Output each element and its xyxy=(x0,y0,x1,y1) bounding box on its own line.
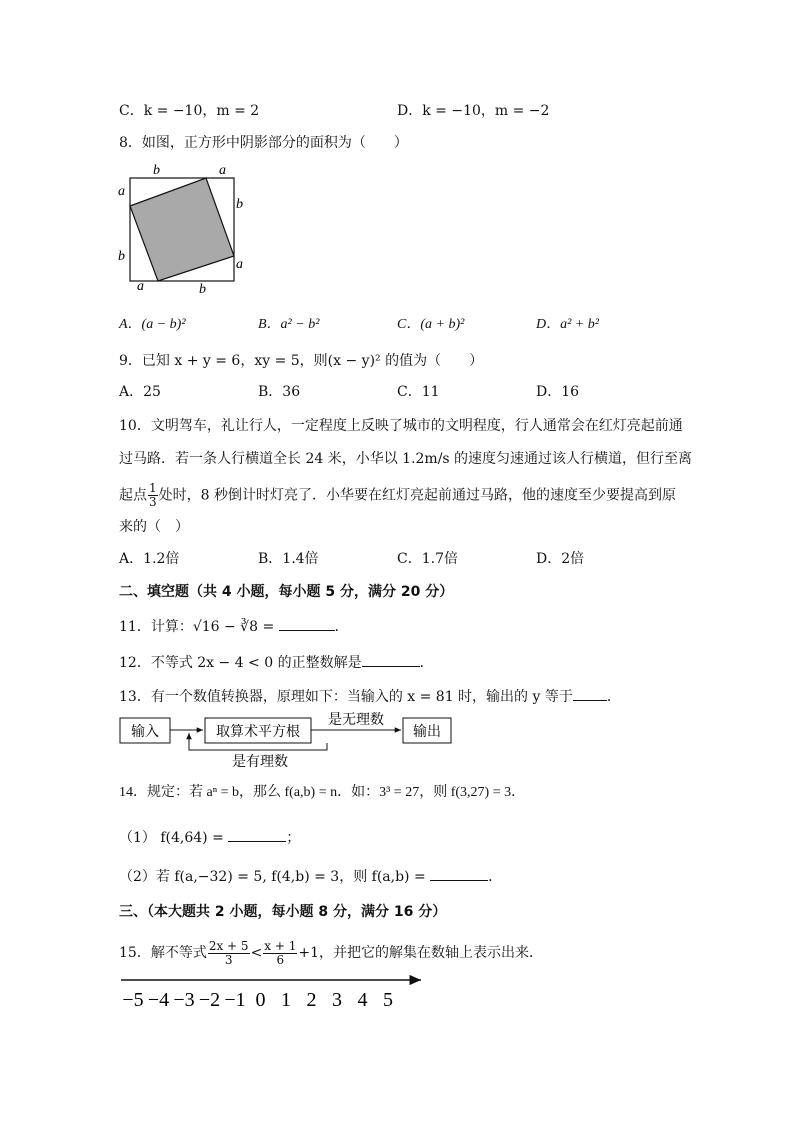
q14-part-2-text: （2）若 f(a,−32) = 5, f(4,b) = 3，则 f(a,b) = xyxy=(119,869,431,885)
q7-option-d: D．k = −10，m = −2 xyxy=(397,103,550,119)
q10-option-b: B．1.4倍 xyxy=(258,551,319,567)
q15-fraction-2 xyxy=(263,940,297,967)
q10-line-3 xyxy=(119,482,676,509)
q14-part-2-blank[interactable] xyxy=(430,866,488,881)
q15-fraction-1-numerator: 2x + 5 xyxy=(208,938,249,953)
q12-answer-blank[interactable] xyxy=(362,652,420,667)
q15-stem xyxy=(119,939,543,967)
q9-option-c: C．11 xyxy=(397,384,440,400)
q12-text: 12．不等式 2x − 4 < 0 的正整数解是 xyxy=(119,655,362,671)
q15-tick-label: −4 xyxy=(147,989,170,1011)
q11-answer-blank[interactable] xyxy=(279,616,335,631)
q10-fraction-denominator: 3 xyxy=(149,495,157,509)
q13-output-label: 输出 xyxy=(413,725,441,740)
q9-option-b: B．36 xyxy=(258,384,301,400)
q8-shaded-square xyxy=(130,178,234,281)
q13-answer-blank[interactable] xyxy=(573,686,607,701)
q15-tick-label: 0 xyxy=(255,989,266,1011)
q10-option-d: D．2倍 xyxy=(536,551,585,567)
q8-option-c: C．(a + b)² xyxy=(397,317,465,332)
q15-fraction-1-denominator: 3 xyxy=(224,952,233,967)
q13-sqrt-label: 取算术平方根 xyxy=(216,725,300,740)
section-3-title: 三、（本大题共 2 小题，每小题 8 分，满分 16 分） xyxy=(119,904,447,920)
q15-number-line xyxy=(115,970,435,1014)
q8-option-a: A．(a − b)² xyxy=(119,317,186,332)
q9-option-a: A．25 xyxy=(119,384,161,400)
q10-line-3-prefix: 起点 xyxy=(119,487,147,504)
q8-label-b-right: b xyxy=(236,197,243,212)
q8-label-b-top: b xyxy=(153,163,160,178)
q8-square-figure xyxy=(115,160,250,300)
q15-tick-label: −5 xyxy=(122,989,144,1011)
q15-less-than: < xyxy=(250,945,263,961)
q14-part-2: （2）若 f(a,−32) = 5, f(4,b) = 3，则 f(a,b) = ． xyxy=(119,866,502,887)
q8-label-a-bottom: a xyxy=(137,279,144,294)
q15-tick-label: 1 xyxy=(281,989,291,1011)
q15-suffix: +1，并把它的解集在数轴上表示出来． xyxy=(298,945,544,961)
q10-line-1: 10．文明驾车，礼让行人，一定程度上反映了城市的文明程度，行人通常会在红灯亮起前通 xyxy=(119,418,683,434)
q8-stem: 8．如图，正方形中阴影部分的面积为（ ） xyxy=(119,135,408,151)
q15-fraction-2-denominator: 6 xyxy=(276,952,285,967)
q8-label-a-right: a xyxy=(236,257,243,272)
q8-option-d: D．a² + b² xyxy=(536,317,599,332)
q15-tick-label: 2 xyxy=(306,989,317,1011)
q13-flowchart xyxy=(117,712,457,774)
q10-option-a: A．1.2倍 xyxy=(119,551,180,567)
q11-text: 11．计算：√16 − ∛8 = xyxy=(119,619,279,635)
q9-stem: 9．已知 x + y = 6，xy = 5，则(x − y)² 的值为（ ） xyxy=(119,353,484,369)
q14-part-1: （1） f(4,64) = ； xyxy=(119,827,300,848)
q15-prefix: 15．解不等式 xyxy=(119,945,207,961)
q10-option-c: C．1.7倍 xyxy=(397,551,458,567)
q13-irrational-label: 是无理数 xyxy=(328,713,384,728)
q15-fraction-1 xyxy=(208,940,250,967)
q15-tick-label: −2 xyxy=(198,989,221,1011)
q8-label-b-bottom: b xyxy=(199,282,206,297)
q8-label-a-top: a xyxy=(219,163,226,178)
q10-line-4: 来的（ ） xyxy=(119,519,189,535)
q11: 11．计算：√16 − ∛8 = ． xyxy=(119,616,349,637)
q14-part-1-blank[interactable] xyxy=(228,827,286,842)
q8-label-b-left: b xyxy=(118,249,125,264)
q8-label-a-left: a xyxy=(118,184,125,199)
q10-line-3-suffix: 处时，8 秒倒计时灯亮了．小华要在红灯亮起前通过马路，他的速度至少要提高到原 xyxy=(158,487,676,504)
q14-part-1-text: （1） f(4,64) = xyxy=(119,830,229,846)
q13-text: 13．有一个数值转换器，原理如下：当输入的 x = 81 时，输出的 y 等于 xyxy=(119,689,573,705)
q12: 12．不等式 2x − 4 < 0 的正整数解是 ． xyxy=(119,652,434,673)
section-2-title: 二、填空题（共 4 小题，每小题 5 分，满分 20 分） xyxy=(119,584,454,600)
q15-tick-label: 3 xyxy=(332,989,342,1011)
q15-tick-label: 4 xyxy=(357,989,368,1011)
q14-stem: 14．规定：若 aⁿ = b，那么 f(a,b) = n．如：3³ = 27，则 f(3,27) = 3． xyxy=(119,785,526,800)
q13-rational-label: 是有理数 xyxy=(232,755,288,770)
q10-fraction-numerator: 1 xyxy=(149,481,157,495)
q9-option-d: D．16 xyxy=(536,384,580,400)
q8-option-b: B．a² − b² xyxy=(258,317,320,332)
q15-tick-label: 5 xyxy=(383,989,393,1011)
q13-input-label: 输入 xyxy=(131,725,159,740)
q15-fraction-2-numerator: x + 1 xyxy=(264,938,297,953)
q10-line-2: 过马路．若一条人行横道全长 24 米，小华以 1.2m/s 的速度匀速通过该人行横道，但行至离 xyxy=(119,451,693,467)
q15-tick-label: −1 xyxy=(224,989,246,1011)
q10-fraction xyxy=(148,482,158,509)
q7-option-c: C．k = −10，m = 2 xyxy=(119,103,260,119)
q15-tick-label: −3 xyxy=(173,989,195,1011)
q13: 13．有一个数值转换器，原理如下：当输入的 x = 81 时，输出的 y 等于 ． xyxy=(119,686,621,707)
